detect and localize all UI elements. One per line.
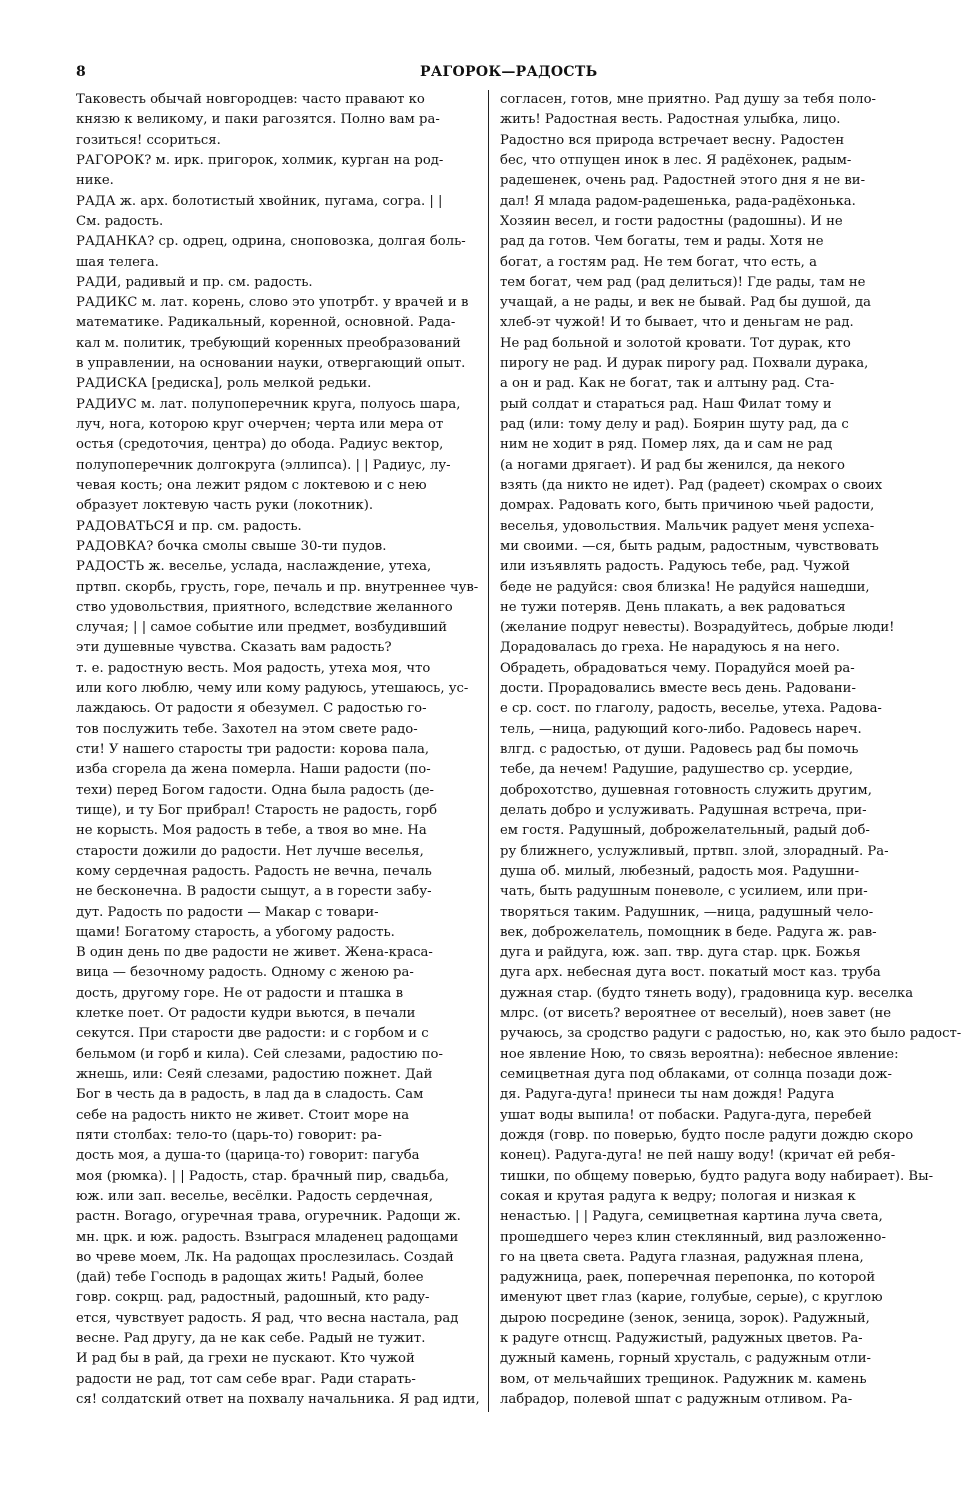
text-line: техи) перед Богом гадости. Одна была радость (де- [76, 782, 435, 798]
text-line: (дай) тебе Господь в радощах жить! Радый, более [76, 1270, 424, 1286]
right-column [500, 90, 962, 1410]
text-line: ми своими. —ся, быть радым, радостным, чувствовать [500, 538, 879, 554]
text-line: лаждаюсь. От радости я обезумел. С радостью го- [76, 701, 427, 717]
text-line: тов послужить тебе. Захотел на этом свете радо- [76, 721, 418, 737]
text-line: образует локтевую часть руки (локотник). [76, 498, 374, 514]
page-number: 8 [76, 64, 86, 80]
text-line: дужный камень, горный хрусталь, с радужным отли- [500, 1351, 871, 1367]
text-line: случая; | | самое событие или предмет, возбудивший [76, 620, 448, 636]
text-line: жить! Радостная весть. Радостная улыбка, лицо. [500, 112, 841, 128]
text-line: прошедшего через клин стеклянный, вид разложенно- [500, 1229, 886, 1245]
text-line: дут. Радость по радости — Макар с товари- [76, 904, 379, 920]
text-line: И рад бы в рай, да грехи не пускают. Кто чужой [76, 1351, 415, 1367]
text-line: Обрадеть, обрадоваться чему. Порадуйся моей ра- [500, 660, 855, 676]
text-line: гозиться! ссориться. [76, 132, 221, 148]
text-line: во чреве моем, Лк. На радощах прослезилась. Создай [76, 1249, 454, 1265]
text-line: пртвп. скорбь, грусть, горе, печаль и пр. внутреннее чув- [76, 579, 479, 595]
text-line: РАГОРОК? м. ирк. пригорок, холмик, курган на род- [76, 152, 444, 168]
text-line: делать добро и услуживать. Радушная встреча, при- [500, 802, 867, 818]
text-line: пирогу не рад. И дурак пирогу рад. Похвали дурака, [500, 356, 869, 372]
text-line: ное явление Ною, то связь вероятна): небесное явление: [500, 1046, 899, 1062]
text-line: (а ногами дрягает). И рад бы женился, да некого [500, 457, 845, 473]
text-line: ру ближнего, услужливый, пртвп. злой, злорадный. Ра- [500, 843, 889, 859]
text-line: взять (да никто не идет). Рад (радеет) скомрах о своих [500, 477, 883, 493]
text-line: ем гостя. Радушный, доброжелательный, радый доб- [500, 823, 870, 839]
text-line: дость, другому горе. Не от радости и пташка в [76, 985, 404, 1001]
text-line: кал м. политик, требующий коренных преобразований [76, 335, 461, 351]
text-line: РАДИУС м. лат. полупоперечник круга, полуось шара, [76, 396, 461, 412]
text-line: сокая и крутая радуга к ведру; пологая и низкая к [500, 1188, 856, 1204]
text-line: не тужи потеряв. День плакать, а век радоваться [500, 599, 846, 615]
text-line: ется, чувствует радость. Я рад, что весна настала, рад [76, 1310, 459, 1326]
text-line: В один день по две радости не живет. Жена-краса- [76, 945, 433, 961]
text-line: ушат воды выпила! от побаски. Радуга-дуга, перебей [500, 1107, 872, 1123]
text-line: рый солдат и стараться рад. Наш Филат тому и [500, 396, 832, 412]
text-line: Не рад больной и золотой кровати. Тот дурак, кто [500, 335, 851, 351]
text-line: век, доброжелатель, помощник в беде. Радуга ж. рав- [500, 924, 877, 940]
text-line: Бог в честь да в радость, в лад да в сладость. Сам [76, 1087, 424, 1103]
text-line: душа об. милый, любезный, радость моя. Радушни- [500, 863, 860, 879]
text-line: тище), и ту Бог прибрал! Старость не радость, горб [76, 802, 438, 818]
text-line: ручаюсь, за сродство радуги с радостью, но, как это было радост- [500, 1026, 962, 1042]
text-line: клетке поет. От радости кудри вьются, в печали [76, 1006, 416, 1022]
text-line: дырою посредине (зенок, зеница, зорок). Радужный, [500, 1310, 870, 1326]
text-line: изба сгорела да жена померла. Наши радости (по- [76, 762, 431, 778]
text-line: старости дожили до радости. Нет лучше веселья, [76, 843, 424, 859]
text-line: жнешь, или: Сеяй слезами, радостию пожнет. Дай [76, 1067, 433, 1082]
text-line: луч, нога, которою круг очерчен; черта или мера от [76, 417, 444, 432]
text-line: щами! Богатому старость, а убогому радость. [76, 924, 395, 940]
text-line: ненастью. | | Радуга, семицветная картина луча света, [500, 1209, 883, 1225]
text-line: РАДОВКА? бочка смолы свыше 30-ти пудов. [76, 538, 387, 554]
text-line: семицветная дуга под облаками, от солнца позади дож- [500, 1067, 892, 1082]
text-line: дал! Я млада радом-радешенька, рада-радёхонька. [500, 193, 856, 209]
text-line: Радостно вся природа встречает весну. Радостен [500, 132, 845, 148]
text-line: млрс. (от висеть? вероятнее от веселый), ноев завет (не [500, 1006, 892, 1022]
text-line: лабрадор, полевой шпат с радужным отливом. Ра- [500, 1392, 853, 1407]
text-line: к радуге отнсщ. Радужистый, радужных цветов. Ра- [500, 1331, 863, 1347]
text-line: ся! солдатский ответ на похвалу начальника. Я рад идти, [76, 1392, 480, 1407]
left-column [76, 90, 478, 1410]
text-line: творяться таким. Радушник, —ница, радушный чело- [500, 904, 874, 920]
text-line: дуга арх. небесная дуга вост. покатый мост каз. труба [500, 965, 881, 981]
text-line: себе на радость никто не живет. Стоит море на [76, 1107, 410, 1123]
text-line: РАДИ, радивый и пр. см. радость. [76, 274, 313, 290]
text-line: домрах. Радовать кого, быть причиною чьей радости, [500, 498, 875, 514]
text-line: мн. црк. и юж. радость. Взыграся младенец радощами [76, 1229, 459, 1245]
text-line: т. е. радостную весть. Моя радость, утеха моя, что [76, 660, 431, 676]
text-line: См. радость. [76, 213, 164, 229]
text-line: бес, что отпущен инок в лес. Я радёхонек, радым- [500, 152, 852, 168]
text-line: е ср. сост. по глаголу, радость, веселье, утеха. Радова- [500, 701, 882, 717]
text-line: РАДИСКА [редиска], роль мелкой редьки. [76, 376, 372, 392]
text-line: влгд. с радостью, от души. Радовесь рад бы помочь [500, 742, 859, 757]
text-line: или кого люблю, чему или кому радуюсь, утешаюсь, ус- [76, 681, 469, 697]
text-line: го на цвета света. Радуга глазная, радужная плена, [500, 1249, 864, 1265]
text-line: моя (рюмка). | | Радость, стар. брачный пир, свадьба, [76, 1168, 449, 1184]
text-line: тебе, да нечем! Радушие, радушество ср. усердие, [500, 762, 854, 778]
text-line: доброхотство, душевная готовность служить другим, [500, 782, 872, 798]
text-line: Дорадовалась до греха. Не нарадуюсь я на него. [500, 640, 840, 656]
text-line: или изъявлять радость. Радуюсь тебе, рад. Чужой [500, 559, 850, 575]
text-line: в управлении, на основании науки, отвергающий опыт. [76, 356, 466, 372]
text-line: веселья, удовольствия. Мальчик радует меня успеха- [500, 518, 875, 534]
text-line: пяти столбах: тело-то (царь-то) говорит: ра- [76, 1127, 382, 1143]
text-line: РАДАНКА? ср. одрец, одрина, сноповозка, долгая боль- [76, 234, 466, 250]
text-line: (желание подруг невесты). Возрадуйтесь, добрые люди! [500, 620, 895, 636]
column-divider [488, 90, 489, 1412]
text-line: весне. Рад другу, да не как себе. Радый не тужит. [76, 1331, 426, 1347]
text-line: богат, а гостям рад. Не тем богат, что есть, а [500, 254, 817, 270]
text-line: кому сердечная радость. Радость не вечна, печаль [76, 863, 432, 879]
text-line: именуют цвет глаз (карие, голубые, серые), с круглою [500, 1290, 883, 1306]
text-line: РАДОВАТЬСЯ и пр. см. радость. [76, 518, 302, 534]
text-line: а он и рад. Как не богат, так и алтыну рад. Ста- [500, 376, 835, 392]
text-line: согласен, готов, мне приятно. Рад душу за тебя поло- [500, 92, 876, 107]
text-line: дождя (говр. по поверью, будто после радуги дождю скоро [500, 1127, 914, 1143]
text-line: тель, —ница, радующий кого-либо. Радовесь нареч. [500, 721, 862, 737]
text-line: РАДОСТЬ ж. веселье, услада, наслаждение, утеха, [76, 559, 432, 575]
text-line: бельмом (и горб и кила). Сей слезами, радостию по- [76, 1046, 443, 1062]
text-line: радужница, раек, поперечная перепонка, по которой [500, 1270, 876, 1286]
text-line: чать, быть радушным поневоле, с усилием, или при- [500, 884, 868, 900]
text-line: князю к великому, и паки рагозятся. Полно вам ра- [76, 112, 440, 128]
text-line: ним не ходит в ряд. Помер лях, да и сам не рад [500, 437, 833, 453]
text-line: не корысть. Моя радость в тебе, а твоя во мне. На [76, 823, 427, 839]
text-line: дость моя, а душа-то (царица-то) говорит: пагуба [76, 1148, 420, 1164]
text-line: Хозяин весел, и гости радостны (радошны). И не [500, 213, 843, 229]
text-line: нике. [76, 173, 114, 189]
text-line: растн. Borago, огуречная трава, огуречник. Радощи ж. [76, 1209, 461, 1225]
text-line: дужная стар. (будто тянеть воду), градовница кур. веселка [500, 985, 914, 1001]
text-line: математике. Радикальный, коренной, основной. Рада- [76, 315, 456, 331]
text-line: конец). Радуга-дуга! не пей нашу воду! (кричат ей ребя- [500, 1148, 896, 1164]
text-line: радешенек, очень рад. Радостней этого дня я не ви- [500, 173, 866, 189]
text-line: дя. Радуга-дуга! принеси ты нам дождя! Радуга [500, 1087, 835, 1103]
text-line: говр. сокрщ. рад, радостный, радошный, кто раду- [76, 1290, 430, 1306]
text-line: чевая кость; она лежит рядом с локтевою и с нею [76, 477, 427, 493]
text-line: юж. или зап. веселье, весёлки. Радость сердечная, [76, 1188, 434, 1204]
text-line: дости. Прорадовались вместе весь день. Радовани- [500, 681, 856, 697]
text-line: РАДА ж. арх. болотистый хвойник, пугама, согра. | | [76, 193, 443, 209]
text-line: радости не рад, тот сам себе враг. Ради старать- [76, 1371, 416, 1387]
text-line: остья (средоточия, центра) до обода. Радиус вектор, [76, 437, 444, 453]
text-line: РАДИКС м. лат. корень, слово это употрбт. у врачей и в [76, 295, 469, 311]
text-line: вица — безочному радость. Одному с женою ра- [76, 965, 414, 981]
text-line: рад (или: тому делу и рад). Боярин шуту рад, да с [500, 417, 849, 432]
text-line: тем богат, чем рад (рад делиться)! Где рады, там не [500, 274, 866, 290]
text-line: Таковесть обычай новгородцев: часто правают ко [76, 92, 425, 107]
text-line: дуга и райдуга, юж. зап. твр. дуга стар. црк. Божья [500, 945, 861, 961]
text-line: ство удовольствия, приятного, вследствие желанного [76, 599, 453, 615]
text-line: эти душевные чувства. Сказать вам радость? [76, 640, 392, 656]
text-line: полупоперечник долгокруга (эллипса). | | Радиус, лу- [76, 457, 451, 473]
running-head: РАГОРОК—РАДОСТЬ [420, 64, 598, 80]
text-line: рад да готов. Чем богаты, тем и рады. Хотя не [500, 234, 824, 250]
text-line: хлеб-эт чужой! И то бывает, что и деньгам не рад. [500, 315, 854, 331]
text-line: учащай, а не рады, и век не бывай. Рад бы душой, да [500, 295, 872, 311]
text-line: шая телега. [76, 254, 159, 270]
text-line: секутся. При старости две радости: и с горбом и с [76, 1026, 429, 1042]
text-line: вом, от мельчайших трещинок. Радужник м. камень [500, 1371, 867, 1387]
text-line: беде не радуйся: своя близка! Не радуйся нашедши, [500, 579, 870, 595]
text-line: тишки, по общему поверью, будто радуга воду набирает). Вы- [500, 1168, 934, 1184]
text-line: сти! У нашего старосты три радости: корова пала, [76, 742, 430, 757]
text-line: не бесконечна. В радости сыщут, а в горести забу- [76, 884, 432, 900]
